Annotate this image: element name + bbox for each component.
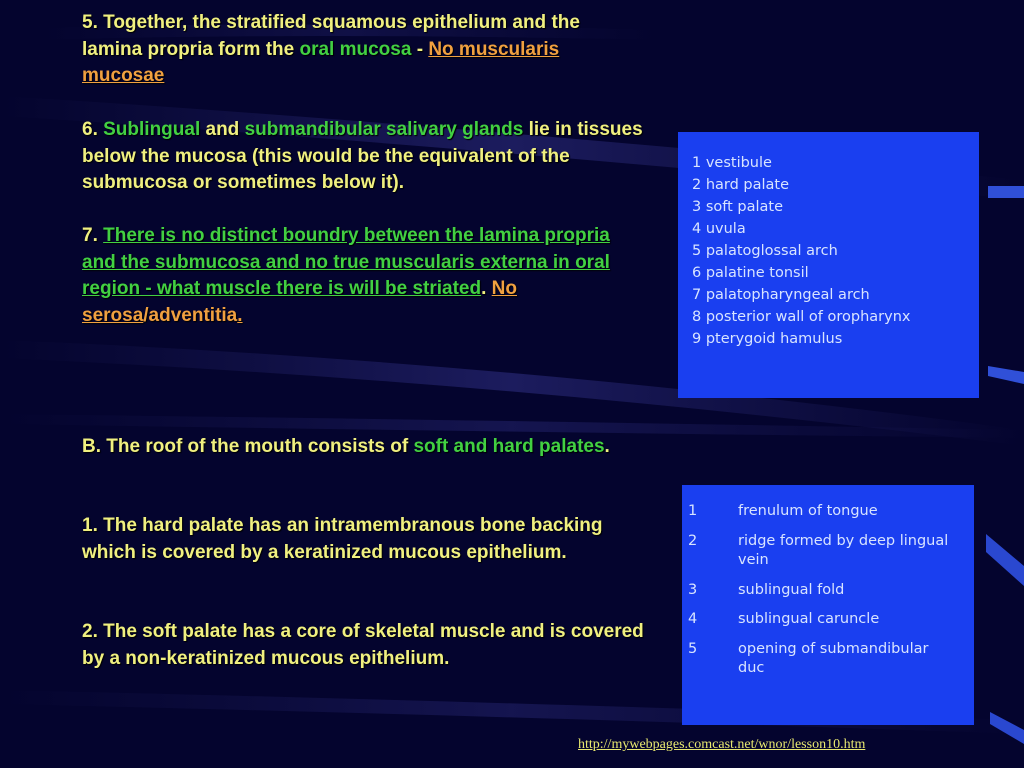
boundary-link[interactable]: There is no distinct boundry between the lamina propria and the submucosa and no true muscularis externa in oral region - what muscle there is will be striated <box>82 225 610 299</box>
text-run: - <box>411 38 429 60</box>
label-number: 1 <box>688 503 698 519</box>
label-text: sublingual fold <box>738 581 845 598</box>
list-item: 3 soft palate <box>692 199 784 215</box>
label-number: 2 <box>688 532 698 549</box>
list-item: 6 palatine tonsil <box>692 265 809 281</box>
point-b2-text: 2. The soft palate has a core of skeletal muscle and is covered by a non-keratinized mucous epithelium. <box>82 621 644 669</box>
label-number: 4 <box>688 611 698 627</box>
list-item: 5 palatoglossal arch <box>692 243 838 259</box>
list-item: 2 hard palate <box>692 177 790 193</box>
list-item: 8 posterior wall of oropharynx <box>692 309 911 325</box>
no-serosa-link[interactable]: No serosa <box>82 278 517 326</box>
tongue-label-table <box>688 502 958 689</box>
text-run: . <box>604 436 610 457</box>
section-b-text <box>82 434 642 461</box>
text-run: . <box>481 278 492 299</box>
salivary-glands-term: submandibular salivary glands <box>244 119 524 140</box>
label-text: sublingual caruncle <box>738 611 880 627</box>
palate-label-box <box>678 132 979 398</box>
list-item: 4 uvula <box>692 221 746 237</box>
text-run: 5. Together, the stratified squamous epithelium and the lamina propria form the <box>82 12 580 60</box>
label-text: opening of submandibular duc <box>738 640 929 676</box>
text-run: and <box>200 119 245 140</box>
palates-term: soft and hard palates <box>413 436 605 457</box>
text-run: 7. <box>82 225 104 246</box>
adventitia-term: /adventitia <box>143 304 238 326</box>
tongue-label-box <box>682 485 974 725</box>
source-link[interactable]: http://mywebpages.comcast.net/wnor/lesson10.htm <box>578 737 866 752</box>
table-row <box>688 502 958 532</box>
point-7-text <box>82 223 642 329</box>
list-item: 7 palatopharyngeal arch <box>692 287 870 303</box>
palate-label-list <box>678 132 979 350</box>
text-run: . <box>237 304 243 326</box>
label-number: 3 <box>688 581 698 598</box>
oral-mucosa-term: oral mucosa <box>299 38 412 60</box>
table-row <box>688 532 958 581</box>
label-text: frenulum of tongue <box>738 503 878 519</box>
list-item: 1 vestibule <box>692 155 772 171</box>
point-b1-text: 1. The hard palate has an intramembranous bone backing which is covered by a keratinized mucous epithelium. <box>82 515 603 563</box>
text-run: 6. <box>82 119 104 140</box>
table-row <box>688 610 958 640</box>
text-run: lie in tissues below the mucosa (this would be the equivalent of the submucosa or sometimes below it). <box>82 119 643 193</box>
point-5-text <box>82 10 642 90</box>
edge-accent-1 <box>988 186 1024 198</box>
text-run: B. The roof of the mouth consists of <box>82 436 414 457</box>
list-item: 9 pterygoid hamulus <box>692 331 843 347</box>
table-row <box>688 640 958 689</box>
table-row <box>688 581 958 611</box>
label-text: ridge formed by deep lingual vein <box>738 532 949 568</box>
sublingual-term: Sublingual <box>103 119 201 140</box>
label-number: 5 <box>688 640 698 657</box>
no-muscularis-link[interactable]: No muscularis mucosae <box>82 38 560 86</box>
point-6-text <box>82 117 662 197</box>
